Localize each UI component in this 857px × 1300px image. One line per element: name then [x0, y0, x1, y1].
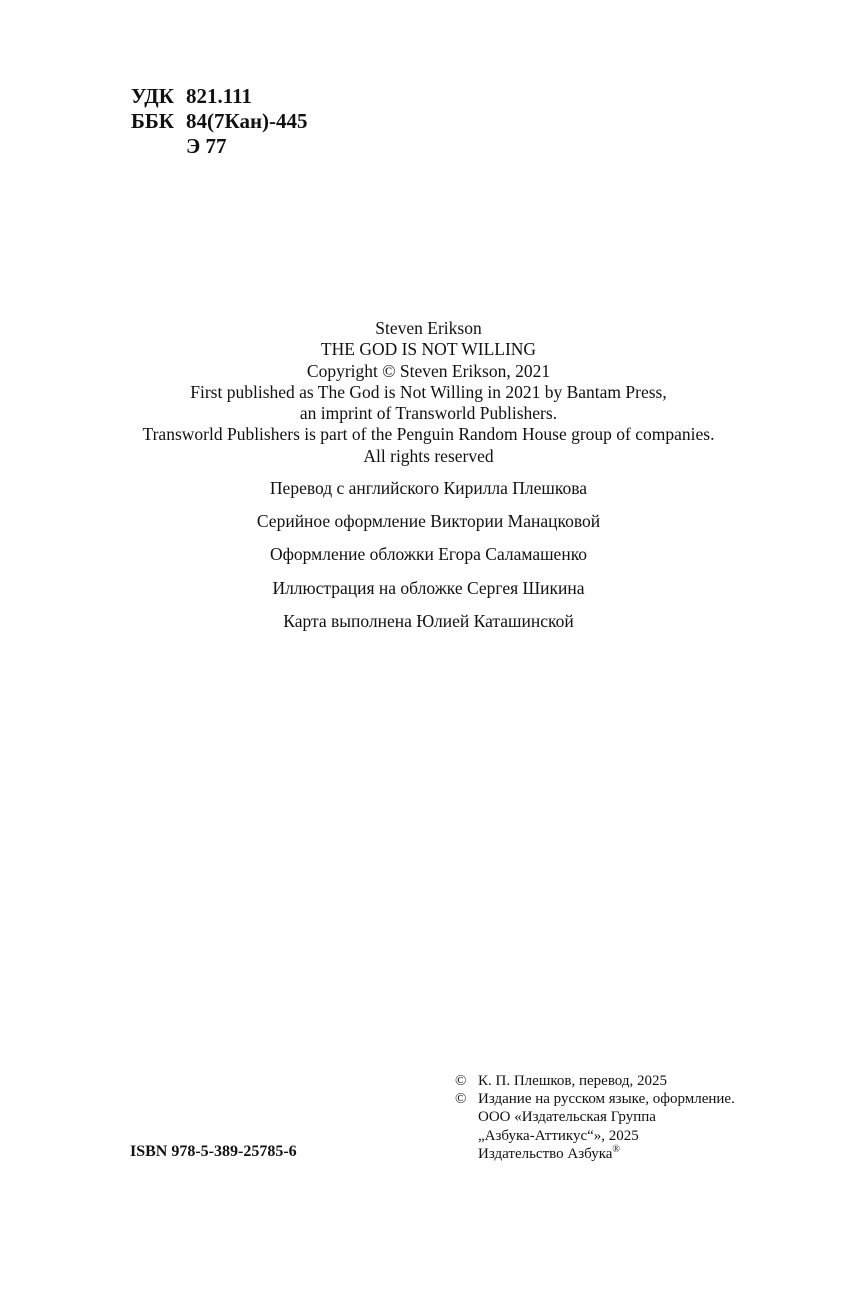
- first-published-line: First published as The God is Not Willing in 2021 by Bantam Press,: [190, 381, 667, 402]
- notice-edition-text: Издание на русском языке, оформление.: [478, 1091, 735, 1108]
- original-title: THE GOD IS NOT WILLING: [320, 339, 537, 360]
- udk-value: 821.111: [186, 84, 252, 108]
- author-mark: Э 77: [186, 134, 227, 158]
- notice-edition: [455, 1090, 735, 1108]
- classification-block: [131, 84, 308, 159]
- copyright-line: Copyright © Steven Erikson, 2021: [306, 360, 551, 381]
- imprint-line: an imprint of Transworld Publishers.: [299, 403, 558, 424]
- udk-row: [131, 84, 308, 109]
- cover-design-line: Оформление обложки Егора Саламашенко: [269, 544, 588, 565]
- author-mark-row: [131, 134, 308, 159]
- production-credits: [0, 478, 857, 644]
- bbk-value: 84(7Кан)-445: [186, 109, 308, 133]
- copyright-symbol: ©: [455, 1073, 467, 1089]
- copyright-notices: [455, 1072, 735, 1163]
- map-line: Карта выполнена Юлией Каташинской: [283, 610, 574, 631]
- notice-edition-company: ООО «Издательская Группа: [478, 1109, 656, 1126]
- bbk-row: [131, 109, 308, 134]
- original-author: Steven Erikson: [375, 318, 482, 338]
- isbn: ISBN 978-5-389-25785-6: [130, 1143, 297, 1160]
- udk-label: УДК: [131, 84, 174, 108]
- notice-publisher: [455, 1145, 735, 1163]
- notice-edition-company-year: „Азбука-Аттикус“», 2025: [478, 1127, 639, 1144]
- notice-translation-text: К. П. Плешков, перевод, 2025: [478, 1073, 667, 1089]
- copyright-symbol: ©: [455, 1091, 467, 1108]
- publisher-name: Издательство Азбука: [478, 1145, 613, 1162]
- notice-translation: [455, 1072, 735, 1090]
- rights-line: All rights reserved: [363, 445, 494, 466]
- bbk-label: ББК: [131, 109, 174, 133]
- series-design-line: Серийное оформление Виктории Манацковой: [256, 511, 601, 532]
- translator-line: Перевод с английского Кирилла Плешкова: [269, 478, 588, 498]
- registered-mark: ®: [612, 1143, 621, 1155]
- cover-illustration-line: Иллюстрация на обложке Сергея Шикина: [272, 577, 585, 598]
- group-line: Transworld Publishers is part of the Penguin Random House group of companies.: [142, 424, 715, 445]
- original-credits: [0, 318, 857, 467]
